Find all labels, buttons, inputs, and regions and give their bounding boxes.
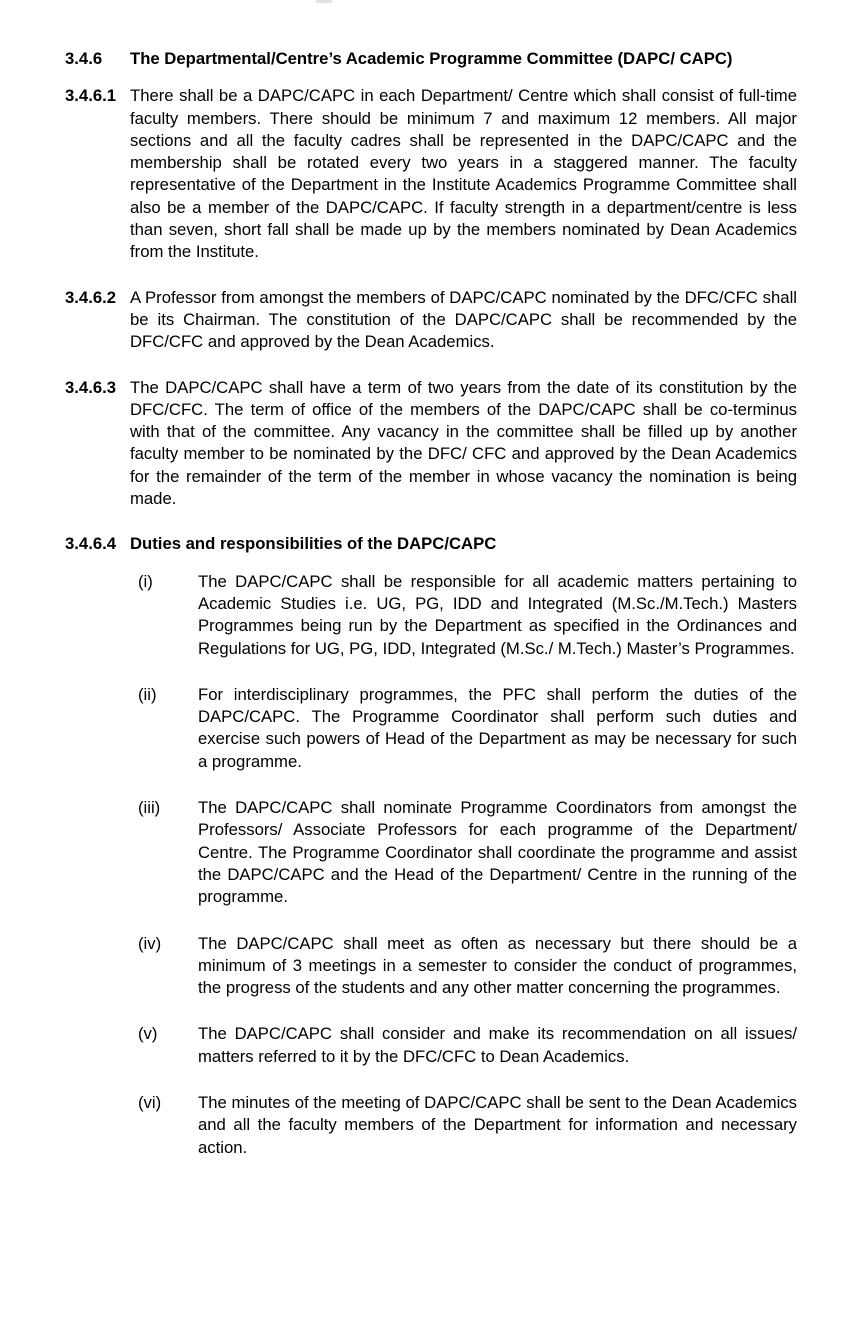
list-item-v [138, 1023, 797, 1068]
duties-list [65, 571, 797, 1159]
list-item-text: For interdisciplinary programmes, the PFC shall perform the duties of the DAPC/CAPC. The Programme Coordinator shall perform such duties and exercise such powers of Head of the Department as may be necessary for such a programme. [198, 684, 797, 771]
list-item-text: The DAPC/CAPC shall meet as often as necessary but there should be a minimum of 3 meetings in a semester to consider the conduct of programmes, the progress of the students and any other matter concerning the programmes. [198, 933, 797, 998]
list-item-label: (i) [138, 571, 153, 591]
list-item-text: The minutes of the meeting of DAPC/CAPC shall be sent to the Dean Academics and all the faculty members of the Department for information and necessary action. [198, 1092, 797, 1157]
list-item-label: (vi) [138, 1092, 162, 1112]
clause-title: Duties and responsibilities of the DAPC/CAPC [130, 534, 497, 554]
list-item-text: The DAPC/CAPC shall consider and make its recommendation on all issues/ matters referred to it by the DFC/CFC to Dean Academics. [198, 1024, 797, 1066]
clause-number: 3.4.6.2 [65, 287, 117, 307]
clause-number: 3.4.6.4 [65, 534, 117, 554]
clause-3-4-6-4 [65, 533, 797, 555]
list-item-i [138, 571, 797, 660]
section-title: The Departmental/Centre’s Academic Programme Committee (DAPC/ CAPC) [130, 49, 733, 68]
clause-3-4-6-1 [65, 85, 797, 263]
clause-text: A Professor from amongst the members of DAPC/CAPC nominated by the DFC/CFC shall be its Chairman. The constitution of the DAPC/CAPC shall be recommended by the DFC/CFC and approved by the Dean Academics. [130, 287, 797, 352]
list-item-text: The DAPC/CAPC shall nominate Programme Coordinators from amongst the Professors/ Associate Professors for each programme of the Department/ Centre. The Programme Coordinator shall coordinate the programme and assist the DAPC/CAPC and the Head of the Department/ Centre in the running of the programme. [198, 798, 797, 907]
clause-3-4-6-2 [65, 287, 797, 354]
list-item-label: (ii) [138, 684, 157, 704]
page-scan-artifact [316, 0, 332, 3]
clause-text: The DAPC/CAPC shall have a term of two years from the date of its constitution by the DFC/CFC. The term of office of the members of the DAPC/CAPC shall be co-terminus with that of the committee. Any vacancy in the committee shall be filled up by another faculty member to be nominated by the DFC/ CFC and approved by the Dean Academics for the remainder of the term of the member in whose vacancy the nomination is being made. [130, 377, 797, 509]
section-number: 3.4.6 [65, 49, 103, 68]
clause-number: 3.4.6.1 [65, 86, 117, 106]
clause-3-4-6-3 [65, 377, 797, 511]
list-item-iii [138, 797, 797, 908]
list-item-label: (iii) [138, 798, 161, 818]
list-item-text: The DAPC/CAPC shall be responsible for all academic matters pertaining to Academic Studies i.e. UG, PG, IDD and Integrated (M.Sc./M.Tech.) Masters Programmes being run by the Department as specified in the Ordinances and Regulations for UG, PG, IDD, Integrated (M.Sc./ M.Tech.) Master’s Programmes. [198, 571, 797, 658]
list-item-label: (v) [138, 1024, 158, 1044]
list-item-label: (iv) [138, 933, 162, 953]
clause-number: 3.4.6.3 [65, 377, 117, 397]
list-item-vi [138, 1092, 797, 1159]
list-item-iv [138, 933, 797, 1000]
clause-text: There shall be a DAPC/CAPC in each Department/ Centre which shall consist of full-time faculty members. There should be minimum 7 and maximum 12 members. All major sections and all the faculty cadres shall be represented in the DAPC/CAPC and the membership shall be rotated every two years in a staggered manner. The faculty representative of the Department in the Institute Academics Programme Committee shall also be a member of the DAPC/CAPC. If faculty strength in a department/centre is less than seven, short fall shall be made up by the members nominated by Dean Academics from the Institute. [130, 86, 797, 262]
list-item-ii [138, 684, 797, 773]
section-3-4-6 [65, 48, 797, 70]
